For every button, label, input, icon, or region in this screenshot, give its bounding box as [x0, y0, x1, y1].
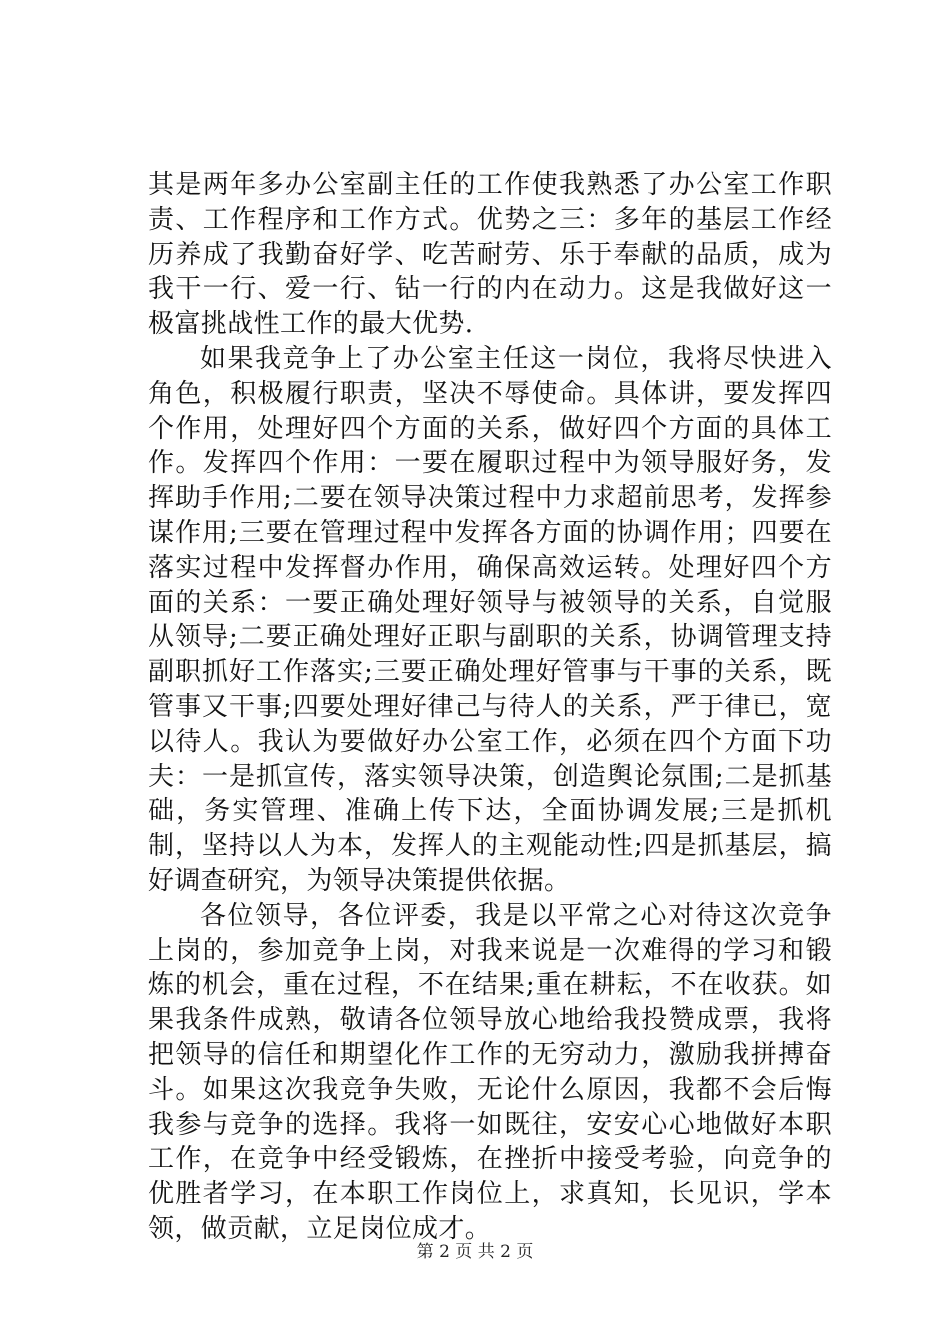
paragraph-1: 其是两年多办公室副主任的工作使我熟悉了办公室工作职责、工作程序和工作方式。优势之三：多年的基层工作经历养成了我勤奋好学、吃苦耐劳、乐于奉献的品质，成为我干一行、爱一行、钻一行的内在动力。这是我做好这一极富挑战性工作的最大优势.	[148, 170, 832, 340]
paragraph-2: 如果我竞争上了办公室主任这一岗位，我将尽快进入角色，积极履行职责，坚决不辱使命。具体讲，要发挥四个作用，处理好四个方面的关系，做好四个方面的具体工作。发挥四个作用：一要在履职过程中为领导服好务，发挥助手作用;二要在领导决策过程中力求超前思考，发挥参谋作用;三要在管理过程中发挥各方面的协调作用；四要在落实过程中发挥督办作用，确保高效运转。处理好四个方面的关系：一要正确处理好领导与被领导的关系，自觉服从领导;二要正确处理好正职与副职的关系，协调管理支持副职抓好工作落实;三要正确处理好管事与干事的关系，既管事又干事;四要处理好律己与待人的关系，严于律已，宽以待人。我认为要做好办公室工作，必须在四个方面下功夫：一是抓宣传，落实领导决策，创造舆论氛围;二是抓基础，务实管理、准确上传下达，全面协调发展;三是抓机制，坚持以人为本，发挥人的主观能动性;四是抓基层，搞好调查研究，为领导决策提供依据。	[148, 343, 832, 896]
page-footer: 第 2 页 共 2 页	[416, 1242, 534, 1262]
body-text	[148, 168, 832, 1247]
paragraph-3: 各位领导，各位评委，我是以平常之心对待这次竞争上岗的，参加竞争上岗，对我来说是一次难得的学习和锻炼的机会，重在过程，不在结果;重在耕耘，不在收获。如果我条件成熟，敬请各位领导放心地给我投赞成票，我将把领导的信任和期望化作工作的无穷动力，激励我拼搏奋斗。如果这次我竞争失败，无论什么原因，我都不会后悔我参与竞争的选择。我将一如既往，安安心心地做好本职工作，在竞争中经受锻炼，在挫折中接受考验，向竞争的优胜者学习，在本职工作岗位上，求真知，长见识，学本领，做贡献，立足岗位成才。	[148, 900, 832, 1244]
